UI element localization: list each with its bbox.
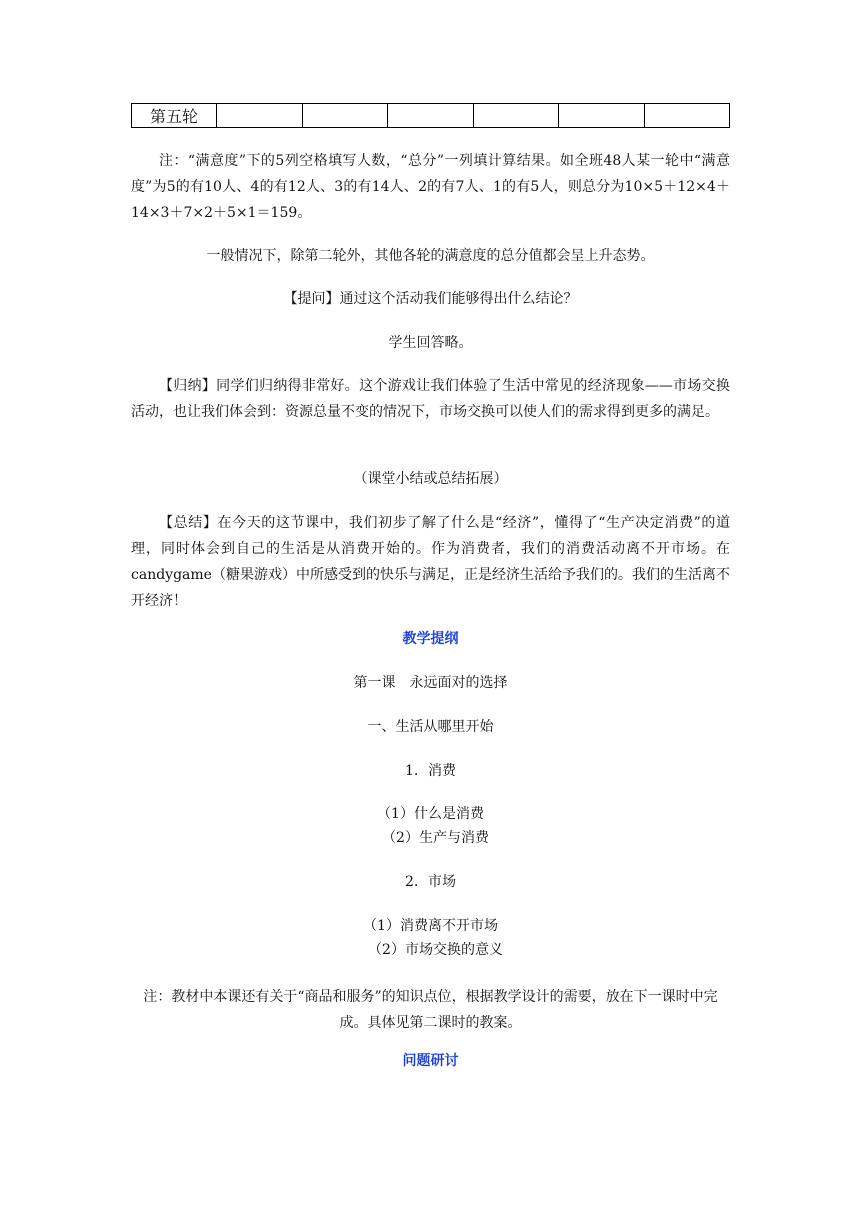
conclusion-text: 在今天的这节课中，我们初步了解了什么是“经济”，懂得了“生产决定消费”的道理，同时体会到自己的生活是从消费开始的。作为消费者，我们的消费活动离不开市场。在candygame（糖果游戏）中所感受到的快乐与满足，正是经济生活给予我们的。我们的生活离不开经济！ [131,515,730,609]
outline-item: 2．市场 [405,874,456,890]
trend-paragraph: 一般情况下，除第二轮外，其他各轮的满意度的总分值都会呈上升态势。 [206,248,655,264]
outline-subitem: （1）消费离不开市场 [363,918,498,934]
induction-text: 同学们归纳得非常好。这个游戏让我们体验了生活中常见的经济现象——市场交换活动，也让我们体会到：资源总量不变的情况下，市场交换可以使人们的需求得到更多的满足。 [131,378,731,420]
table-cell [388,104,474,128]
induction-tag: 【归纳】 [159,378,217,394]
outline-item: 1．消费 [405,763,456,779]
table-row [132,104,730,128]
question-tag: 【提问】 [283,291,340,307]
row-label-cell: 第五轮 [132,104,217,128]
outline-subitem: （1）什么是消费 [377,806,484,822]
table-cell [559,104,645,128]
conclusion-tag: 【总结】 [159,515,218,531]
table-cell [217,104,303,128]
induction-paragraph [131,373,730,425]
conclusion-paragraph [131,510,730,614]
outline-subitem: （2）生产与消费 [382,830,489,846]
outline-heading: 教学提纲 [402,631,459,647]
table-cell [644,104,730,128]
discussion-heading: 问题研讨 [402,1053,459,1069]
table-cell [473,104,559,128]
question-text: 通过这个活动我们能够得出什么结论？ [339,291,578,307]
answer-paragraph: 学生回答略。 [388,335,473,351]
section-label: （课堂小结或总结拓展） [353,471,508,487]
outline-part: 一、生活从哪里开始 [367,719,494,735]
table-cell [302,104,388,128]
note-paragraph: 注：“满意度”下的5列空格填写人数，“总分”一列填计算结果。如全班48人某一轮中“满意度”为5的有10人、4的有12人、3的有14人、2的有7人、1的有5人，则总分为10×5＋12×4＋14×3＋7×2＋5×1＝159。 [131,153,730,221]
score-table [131,103,730,128]
question-paragraph [131,286,730,312]
note-paragraph: 注：教材中本课还有关于“商品和服务”的知识点位，根据教学设计的需要，放在下一课时中完成。具体见第二课时的教案。 [143,989,718,1031]
outline-subitem: （2）市场交换的意义 [368,942,503,958]
outline-lesson: 第一课 永远面对的选择 [353,675,508,691]
